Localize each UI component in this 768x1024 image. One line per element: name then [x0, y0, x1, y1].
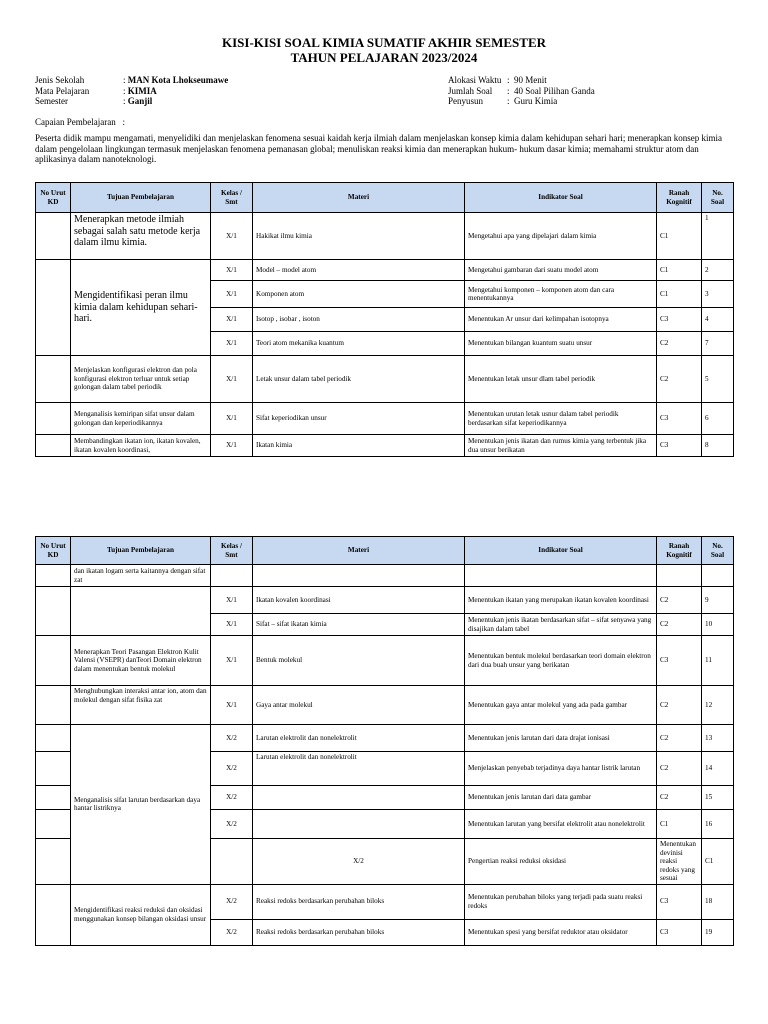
cell-ranah: C1 [657, 260, 702, 281]
cell-ranah: C1 [657, 810, 702, 839]
header-ranah: Ranah Kognitif [657, 183, 702, 213]
table-header-row [36, 537, 734, 565]
cell-tujuan: Menganalisis kemiripan sifat unsur dalam golongan dan keperiodikannya [71, 403, 211, 435]
cell-kelas [211, 565, 253, 587]
cell-ranah: C3 [657, 884, 702, 919]
cell-indikator: Menentukan spesi yang bersifat reduktor atau oksidator [465, 919, 657, 945]
cell-tujuan [71, 587, 211, 636]
cell-kelas: X/2 [211, 725, 253, 752]
info-value: Ganjil [127, 96, 153, 106]
cell-no [36, 403, 71, 435]
cp-heading: Capaian Pembelajaran : [35, 117, 125, 127]
cell-materi: Reaksi redoks berdasarkan perubahan biloks [253, 884, 465, 919]
cell-nosoal: 9 [702, 587, 734, 614]
cell-materi: Larutan elektrolit dan nonelektrolit [253, 725, 465, 752]
cp-paragraph: Peserta didik mampu mengamati, menyelidiki dan menjelaskan fenomena sesuai kaidah kerja ilmiah dalam menjelaskan konsep kimia dalam kehidupan sehari hari; menerapkan konsep kimia dalam pengelolaan lingkungan termasuk menjelaskan fenomena pemanasan global; menuliskan reaksi kimia dan menerapkan hukum- hukum dasar kimia; memahami struktur atom dan aplikasinya dalam nanoteknologi. [35, 133, 723, 164]
cell-materi: Letak unsur dalam tabel periodik [253, 356, 465, 403]
cell-materi: Reaksi redoks berdasarkan perubahan biloks [253, 919, 465, 945]
cell-no [36, 752, 71, 786]
cell-nosoal: 5 [702, 356, 734, 403]
cell-tujuan: dan ikatan logam serta kaitannya dengan sifat zat [71, 565, 211, 587]
header-materi: Materi [253, 537, 465, 565]
cell-materi: Hakikat ilmu kimia [253, 213, 465, 260]
header-no: No Urut KD [36, 183, 71, 213]
cell-indikator: Menentukan perubahan biloks yang terjadi pada suatu reaksi redoks [465, 884, 657, 919]
kisi-table-2 [35, 536, 734, 946]
cell-nosoal: 15 [702, 786, 734, 810]
cell-tujuan: Membandingkan ikatan ion, ikatan kovalen, ikatan kovalen koordinasi, [71, 435, 211, 457]
cell-indikator: Menentukan bentuk molekul berdasarkan teori domain elektron dari dua buah unsur yang berikatan [465, 636, 657, 686]
table-header-row [36, 183, 734, 213]
cell-nosoal: 7 [702, 332, 734, 356]
cell-kelas: X/2 [253, 839, 465, 885]
cell-indikator: Menentukan jenis ikatan dan rumus kimia yang terbentuk jika dua unsur berikatan [465, 435, 657, 457]
cell-ranah: C2 [657, 356, 702, 403]
info-value: MAN Kota Lhokseumawe [127, 75, 229, 85]
cell-ranah: C2 [657, 786, 702, 810]
cell-kelas: X/2 [211, 786, 253, 810]
info-left: Jenis Sekolah : MAN Kota Lhokseumawe Mata Pelajaran : KIMIA Semester : Ganjil [35, 75, 229, 106]
cell-nosoal: 1 [702, 213, 734, 260]
cell-kelas: X/2 [211, 810, 253, 839]
cell-ranah: C2 [657, 752, 702, 786]
cell-materi: Ikatan kimia [253, 435, 465, 457]
cell-nosoal: 8 [702, 435, 734, 457]
cell-ranah: C1 [702, 839, 734, 885]
cell-no [36, 356, 71, 403]
header-indikator: Indikator Soal [465, 537, 657, 565]
cell-indikator: Menentukan letak unsur dlam tabel periodik [465, 356, 657, 403]
cell-nosoal: 12 [702, 686, 734, 725]
table-row [36, 884, 734, 919]
header-no: No Urut KD [36, 537, 71, 565]
cell-kelas: X/1 [211, 686, 253, 725]
cell-tujuan: Menjelaskan konfigurasi elektron dan pola konfigurasi elektron terluar untuk setiap golongan dalam tabel periodik [71, 356, 211, 403]
cell-nosoal: 18 [702, 884, 734, 919]
cell-materi: Gaya antar molekul [253, 686, 465, 725]
cell-kelas: X/1 [211, 614, 253, 636]
cell-no [36, 636, 71, 686]
cell-no [36, 725, 71, 752]
header-indikator: Indikator Soal [465, 183, 657, 213]
cell-no [36, 587, 71, 636]
info-label: Mata Pelajaran [35, 85, 90, 96]
cell-kelas: X/1 [211, 260, 253, 281]
cell-no [36, 213, 71, 260]
cell-ranah: C3 [657, 403, 702, 435]
info-right: Alokasi Waktu : 90 Menit Jumlah Soal : 40 Soal Pilihan Ganda Penyusun : Guru Kimia [448, 75, 595, 106]
cell-ranah: C1 [657, 281, 702, 308]
cell-indikator: Menentukan jenis larutan dari data drajat ionisasi [465, 725, 657, 752]
cell-tujuan: Menerapkan Teori Pasangan Elektron Kulit Valensi (VSEPR) danTeori Domain elektron dalam menentukan bentuk molekul [71, 636, 211, 686]
cell-kelas: X/1 [211, 636, 253, 686]
cell-nosoal: 2 [702, 260, 734, 281]
cell-ranah: C3 [657, 435, 702, 457]
cell-indikator [465, 565, 657, 587]
cell-materi: Sifat – sifat ikatan kimia [253, 614, 465, 636]
cell-kelas: X/1 [211, 332, 253, 356]
cell-tujuan: Menganalisis sifat larutan berdasarkan daya hantar listriknya [71, 725, 211, 885]
cell-kelas: X/1 [211, 308, 253, 332]
cell-no [36, 810, 71, 839]
header-nosoal: No. Soal [702, 183, 734, 213]
cell-nosoal: 6 [702, 403, 734, 435]
cell-materi: Sifat keperiodikan unsur [253, 403, 465, 435]
header-tujuan: Tujuan Pembelajaran [71, 183, 211, 213]
cell-no [36, 260, 71, 356]
cell-ranah: C2 [657, 725, 702, 752]
cell-indikator: Menentukan Ar unsur dari kelimpahan isotopnya [465, 308, 657, 332]
cell-nosoal: 14 [702, 752, 734, 786]
info-label: Jenis Sekolah [35, 75, 85, 85]
cell-nosoal: 13 [702, 725, 734, 752]
table-row [36, 587, 734, 614]
cell-materi: Teori atom mekanika kuantum [253, 332, 465, 356]
cell-materi: Model – model atom [253, 260, 465, 281]
info-value: KIMIA [127, 85, 157, 96]
table-row [36, 260, 734, 281]
cell-indikator: Menentukan devinisi reaksi redoks yang sesuai [657, 839, 702, 885]
cell-indikator: Menentukan urutan letak usnur dalam tabel periodik berdasarkan sifat keperiodikannya [465, 403, 657, 435]
cell-materi: Komponen atom [253, 281, 465, 308]
table-row [36, 725, 734, 752]
cell-ranah: C2 [657, 614, 702, 636]
cell-indikator: Mengetahui apa yang dipelajari dalam kimia [465, 213, 657, 260]
cell-nosoal: 19 [702, 919, 734, 945]
info-label: Penyusun [448, 96, 484, 106]
header-ranah: Ranah Kognitif [657, 537, 702, 565]
cell-kelas: X/2 [211, 919, 253, 945]
table-row [36, 356, 734, 403]
cell-materi [253, 810, 465, 839]
cell-materi: Pengertian reaksi reduksi oksidasi [465, 839, 657, 885]
cell-nosoal: 4 [702, 308, 734, 332]
cell-materi: Isotop , isobar , isoton [253, 308, 465, 332]
cell-ranah: C3 [657, 636, 702, 686]
table-row [36, 403, 734, 435]
cell-ranah: C2 [657, 587, 702, 614]
cell-nosoal: 3 [702, 281, 734, 308]
cell-no [36, 686, 71, 725]
cell-materi [253, 565, 465, 587]
cell-materi: Larutan elektrolit dan nonelektrolit [253, 752, 465, 786]
cell-ranah: C1 [657, 213, 702, 260]
header-materi: Materi [253, 183, 465, 213]
cell-materi [253, 786, 465, 810]
cell-no [36, 786, 71, 810]
table-row [36, 686, 734, 725]
cell-kelas: X/1 [211, 213, 253, 260]
kisi-table-1 [35, 182, 734, 457]
info-value: Guru Kimia [514, 96, 558, 106]
cell-kelas: X/2 [211, 884, 253, 919]
cell-ranah: C2 [657, 686, 702, 725]
info-label: Semester [35, 96, 68, 106]
cell-ranah [657, 565, 702, 587]
header-tujuan: Tujuan Pembelajaran [71, 537, 211, 565]
cell-kelas: X/1 [211, 356, 253, 403]
cell-indikator: Menentukan bilangan kuantum suatu unsur [465, 332, 657, 356]
cell-nosoal [702, 565, 734, 587]
cell-kelas: X/1 [211, 281, 253, 308]
cell-no [36, 565, 71, 587]
cell-tujuan: Menerapkan metode ilmiah sebagai salah satu metode kerja dalam ilmu kimia. [71, 213, 211, 260]
cell-indikator: Menentukan ikatan yang merupakan ikatan kovalen koordinasi [465, 587, 657, 614]
cell-indikator: Mengetahui gambaran dari suatu model atom [465, 260, 657, 281]
cell-kelas: X/1 [211, 403, 253, 435]
cell-tujuan [211, 839, 253, 885]
info-value: 40 Soal Pilihan Ganda [514, 85, 595, 96]
cell-indikator: Menentukan jenis ikatan berdasarkan sifat – sifat senyawa yang disajikan dalam tabel [465, 614, 657, 636]
cell-kelas: X/2 [211, 752, 253, 786]
header-kelas: Kelas / Smt [211, 183, 253, 213]
cell-tujuan: Mengidentifikasi reaksi reduksi dan oksidasi menggunakan konsep bilangan oksidasi unsur [71, 884, 211, 945]
cell-ranah: C3 [657, 919, 702, 945]
cell-indikator: Menentukan gaya antar molekul yang ada pada gambar [465, 686, 657, 725]
cell-nosoal: 11 [702, 636, 734, 686]
cell-kelas: X/1 [211, 435, 253, 457]
header-nosoal: No. Soal [702, 537, 734, 565]
cell-tujuan: Menghubungkan interaksi antar ion, atom dan molekul dengan sifat fisika zat [71, 686, 211, 725]
cell-indikator: Menjelaskan penyebab terjadinya daya hantar listrik larutan [465, 752, 657, 786]
cell-ranah: C2 [657, 332, 702, 356]
cell-no [36, 839, 71, 885]
cell-no [36, 884, 71, 945]
cell-nosoal: 10 [702, 614, 734, 636]
table-row [36, 565, 734, 587]
cell-tujuan: Mengidentifikasi peran ilmu kimia dalam kehidupan sehari-hari. [71, 260, 211, 356]
doc-title-line1: KISI-KISI SOAL KIMIA SUMATIF AKHIR SEMESTER [222, 35, 546, 50]
cell-indikator: Menentukan larutan yang bersifat elektrolit atau nonelektrolit [465, 810, 657, 839]
info-label: Jumlah Soal [448, 85, 493, 96]
cell-nosoal: 16 [702, 810, 734, 839]
table-row [36, 636, 734, 686]
cell-no [36, 435, 71, 457]
cell-indikator: Mengetahui komponen – komponen atom dan cara menentukannya [465, 281, 657, 308]
info-value: 90 Menit [514, 75, 547, 85]
cell-indikator: Menentukan jenis larutan dari data gambar [465, 786, 657, 810]
info-label: Alokasi Waktu [448, 75, 502, 85]
table-row [36, 213, 734, 260]
cell-materi: Bentuk molekul [253, 636, 465, 686]
cell-materi: Ikatan kovalen koordinasi [253, 587, 465, 614]
doc-title-line2: TAHUN PELAJARAN 2023/2024 [290, 50, 478, 65]
cell-ranah: C3 [657, 308, 702, 332]
table-row [36, 435, 734, 457]
cell-kelas: X/1 [211, 587, 253, 614]
header-kelas: Kelas / Smt [211, 537, 253, 565]
